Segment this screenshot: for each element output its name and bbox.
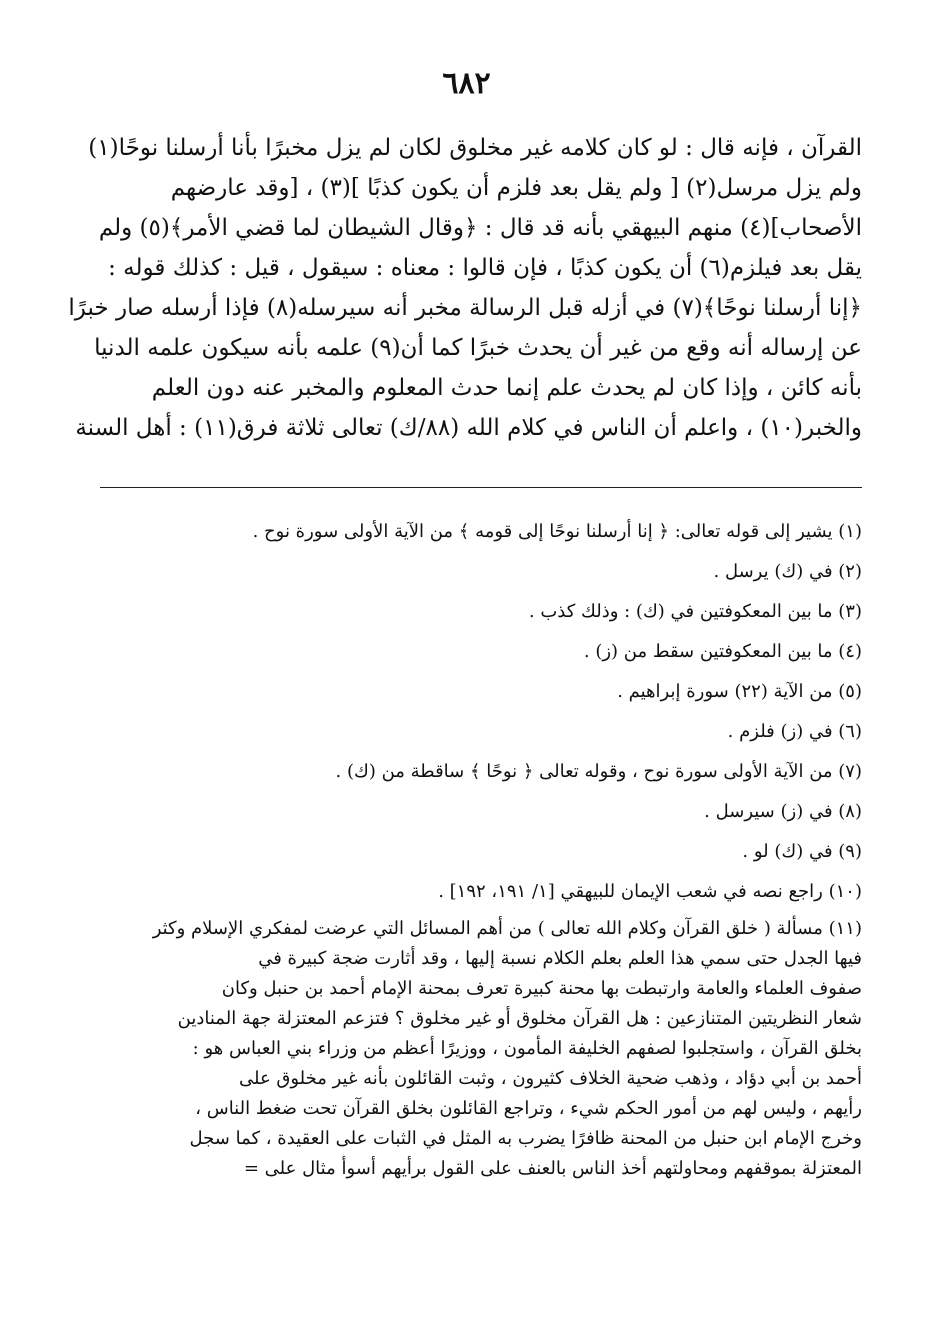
footnote-line: رأيهم ، وليس لهم من أمور الحكم شيء ، وتراجع القائلون بخلق القرآن تحت ضغط الناس ، <box>195 1098 862 1119</box>
footnote-line: شعار النظريتين المتنازعين : هل القرآن مخلوق أو غير مخلوق ؟ فتزعم المعتزلة جهة المنادين <box>177 1008 862 1029</box>
body-line: بأنه كائن ، وإذا كان لم يحدث علم إنما حدث المعلوم والمخبر عنه دون العلم <box>151 375 862 401</box>
footnote: (٢) في (ك) يرسل . <box>713 561 862 582</box>
footnote: (٣) ما بين المعكوفتين في (ك) : وذلك كذب . <box>528 601 862 622</box>
page-number: ٦٨٢ <box>442 66 491 101</box>
footnote-line: صفوف العلماء والعامة وارتبطت بها محنة كبيرة تعرف بمحنة الإمام أحمد بن حنبل وكان <box>221 978 862 999</box>
main-body-text <box>68 128 862 448</box>
footnote-line: أحمد بن أبي دؤاد ، وذهب ضحية الخلاف كثيرون ، وثبت القائلون بأنه غير مخلوق على <box>238 1068 862 1089</box>
footnotes-section <box>100 512 862 1184</box>
body-line: والخبر(١٠) ، واعلم أن الناس في كلام الله (٨٨/ك) تعالى ثلاثة فرق(١١) : أهل السنة <box>75 415 862 441</box>
footnote: (٤) ما بين المعكوفتين سقط من (ز) . <box>583 641 862 662</box>
footnote: (١) يشير إلى قوله تعالى: ﴿ إنا أرسلنا نوحًا إلى قومه ﴾ من الآية الأولى سورة نوح . <box>252 521 862 542</box>
footnote: (٧) من الآية الأولى سورة نوح ، وقوله تعالى ﴿ نوحًا ﴾ ساقطة من (ك) . <box>335 761 862 782</box>
footnote: (٦) في (ز) فلزم . <box>727 721 862 742</box>
footnote-11 <box>100 914 862 1184</box>
body-line: ولم يزل مرسل(٢) [ ولم يقل بعد فلزم أن يكون كذبًا ](٣) ، [وقد عارضهم <box>170 175 862 201</box>
footnote-separator <box>100 487 862 488</box>
footnote: (١٠) راجع نصه في شعب الإيمان للبيهقي [١/ ١٩١، ١٩٢] . <box>438 881 862 902</box>
body-line: القرآن ، فإنه قال : لو كان كلامه غير مخلوق لكان لم يزل مخبرًا بأنا أرسلنا نوحًا(١) <box>88 135 862 161</box>
footnote: (٨) في (ز) سيرسل . <box>704 801 862 822</box>
body-line: ﴿إنا أرسلنا نوحًا﴾(٧) في أزله قبل الرسالة مخبر أنه سيرسله(٨) فإذا أرسله صار خبرًا <box>68 295 862 321</box>
footnote-line: وخرج الإمام ابن حنبل من المحنة ظافرًا يضرب به المثل في الثبات على العقيدة ، كما سجل <box>189 1128 862 1149</box>
body-line: الأصحاب](٤) منهم البيهقي بأنه قد قال : ﴿وقال الشيطان لما قضي الأمر﴾(٥) ولم <box>98 215 862 241</box>
body-line: عن إرساله أنه وقع من غير أن يحدث خبرًا كما أن(٩) علمه بأنه سيكون علمه الدنيا <box>94 335 862 361</box>
footnote-line: المعتزلة بموقفهم ومحاولتهم أخذ الناس بالعنف على القول برأيهم أسوأ مثال على = <box>243 1158 862 1179</box>
body-line: يقل بعد فيلزم(٦) أن يكون كذبًا ، فإن قالوا : معناه : سيقول ، قيل : كذلك قوله : <box>108 255 862 281</box>
footnote-line: فيها الجدل حتى سمي هذا العلم بعلم الكلام نسبة إليها ، وقد أثارت ضجة كبيرة في <box>258 948 862 969</box>
footnote-line: بخلق القرآن ، واستجلبوا لصفهم الخليفة المأمون ، ووزيرًا أعظم من وزراء بني العباس هو : <box>192 1038 862 1059</box>
footnote: (٥) من الآية (٢٢) سورة إبراهيم . <box>617 681 862 702</box>
footnote-line: (١١) مسألة ( خلق القرآن وكلام الله تعالى ) من أهم المسائل التي عرضت لمفكري الإسلام وكثر <box>152 918 862 939</box>
footnote: (٩) في (ك) لو . <box>742 841 862 862</box>
